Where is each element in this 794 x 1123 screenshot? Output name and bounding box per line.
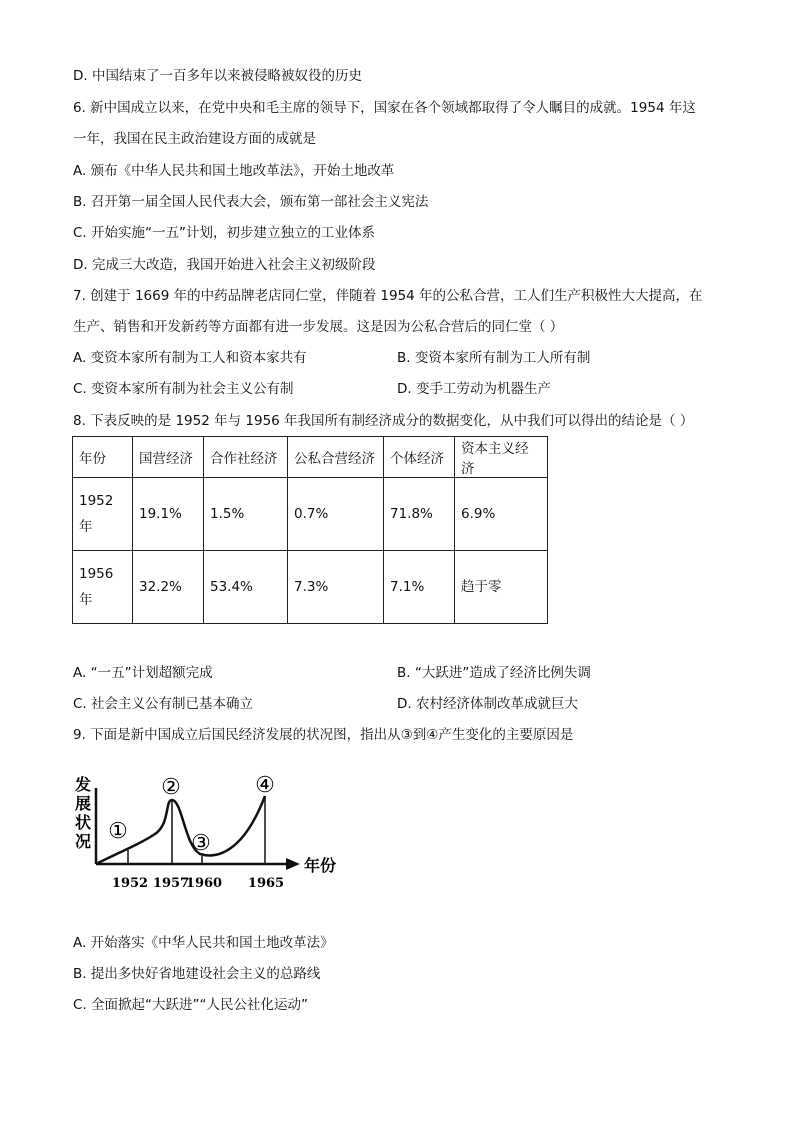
q8-option-b: B. “大跃进”造成了经济比例失调 bbox=[397, 665, 591, 681]
table-cell: 71.8% bbox=[384, 478, 455, 551]
xlabel: 年份 bbox=[304, 856, 337, 875]
q6-option-d: D. 完成三大改造，我国开始进入社会主义初级阶段 bbox=[73, 257, 376, 273]
q9-stem: 9. 下面是新中国成立后国民经济发展的状况图，指出从③到④产生变化的主要原因是 bbox=[73, 727, 574, 743]
table-cell: 6.9% bbox=[455, 478, 548, 551]
table-cell: 32.2% bbox=[133, 551, 204, 624]
marker-1: ① bbox=[108, 819, 128, 844]
q8-option-a: A. “一五”计划超额完成 bbox=[73, 665, 213, 681]
q7-stem-line1: 7. 创建于 1669 年的中药品牌老店同仁堂，伴随着 1954 年的公私合营，工人们生产积极性大大提高，在 bbox=[73, 288, 703, 304]
q6-stem-line1: 6. 新中国成立以来，在党中央和毛主席的领导下，国家在各个领域都取得了令人瞩目的成就。1954 年这 bbox=[73, 100, 696, 116]
q9-option-b: B. 提出多快好省地建设社会主义的总路线 bbox=[73, 966, 321, 982]
marker-4: ④ bbox=[255, 773, 275, 798]
q8-option-c: C. 社会主义公有制已基本确立 bbox=[73, 696, 254, 712]
table-header-cell: 公私合营经济 bbox=[288, 437, 384, 478]
table-header-cell: 年份 bbox=[73, 437, 133, 478]
table-cell: 19.1% bbox=[133, 478, 204, 551]
table-header-cell: 资本主义经济 bbox=[455, 437, 548, 478]
q8-option-d: D. 农村经济体制改革成就巨大 bbox=[397, 696, 578, 712]
ylabel-char: 展 bbox=[74, 794, 92, 813]
marker-2: ② bbox=[161, 775, 181, 800]
table-cell: 1.5% bbox=[204, 478, 288, 551]
table-header-cell: 个体经济 bbox=[384, 437, 455, 478]
ylabel-char: 状 bbox=[74, 813, 92, 832]
table-cell: 1952年 bbox=[73, 478, 133, 551]
table-header-cell: 合作社经济 bbox=[204, 437, 288, 478]
year-label: 1957 bbox=[152, 876, 190, 891]
q6-option-a: A. 颁布《中华人民共和国土地改革法》，开始土地改革 bbox=[73, 163, 395, 179]
ownership-table bbox=[72, 436, 548, 624]
table-header-cell: 国营经济 bbox=[133, 437, 204, 478]
ylabel-char: 况 bbox=[74, 832, 92, 851]
q9-option-a: A. 开始落实《中华人民共和国土地改革法》 bbox=[73, 935, 334, 951]
q6-stem-line2: 一年，我国在民主政治建设方面的成就是 bbox=[73, 131, 316, 147]
ylabel-char: 发 bbox=[74, 775, 92, 794]
year-label: 1965 bbox=[247, 876, 285, 891]
q7-option-c: C. 变资本家所有制为社会主义公有制 bbox=[73, 381, 294, 397]
q7-stem-line2: 生产、销售和开发新药等方面都有进一步发展。这是因为公私合营后的同仁堂（ ） bbox=[73, 319, 564, 335]
q7-option-d: D. 变手工劳动为机器生产 bbox=[397, 381, 551, 397]
q9-option-c: C. 全面掀起“大跃进”“人民公社化运动” bbox=[73, 997, 308, 1013]
table-row bbox=[73, 551, 548, 624]
table-row bbox=[73, 478, 548, 551]
table-header-row bbox=[73, 437, 548, 478]
q7-option-a: A. 变资本家所有制为工人和资本家共有 bbox=[73, 350, 307, 366]
year-label: 1960 bbox=[185, 876, 223, 891]
table-cell: 7.3% bbox=[288, 551, 384, 624]
q8-stem: 8. 下表反映的是 1952 年与 1956 年我国所有制经济成分的数据变化，从中我们可以得出的结论是（ ） bbox=[73, 413, 694, 429]
q6-option-c: C. 开始实施“一五”计划，初步建立独立的工业体系 bbox=[73, 225, 375, 241]
table-cell: 7.1% bbox=[384, 551, 455, 624]
x-axis-arrow-icon bbox=[286, 858, 300, 870]
q6-option-b: B. 召开第一届全国人民代表大会，颁布第一部社会主义宪法 bbox=[73, 194, 429, 210]
marker-3: ③ bbox=[191, 831, 211, 856]
economy-development-figure bbox=[70, 768, 340, 893]
table-cell: 趋于零 bbox=[455, 551, 548, 624]
year-label: 1952 bbox=[111, 876, 149, 891]
table-cell: 53.4% bbox=[204, 551, 288, 624]
table-cell: 0.7% bbox=[288, 478, 384, 551]
table-cell: 1956年 bbox=[73, 551, 133, 624]
prev-option-d: D. 中国结束了一百多年以来被侵略被奴役的历史 bbox=[73, 68, 362, 84]
q7-option-b: B. 变资本家所有制为工人所有制 bbox=[397, 350, 591, 366]
